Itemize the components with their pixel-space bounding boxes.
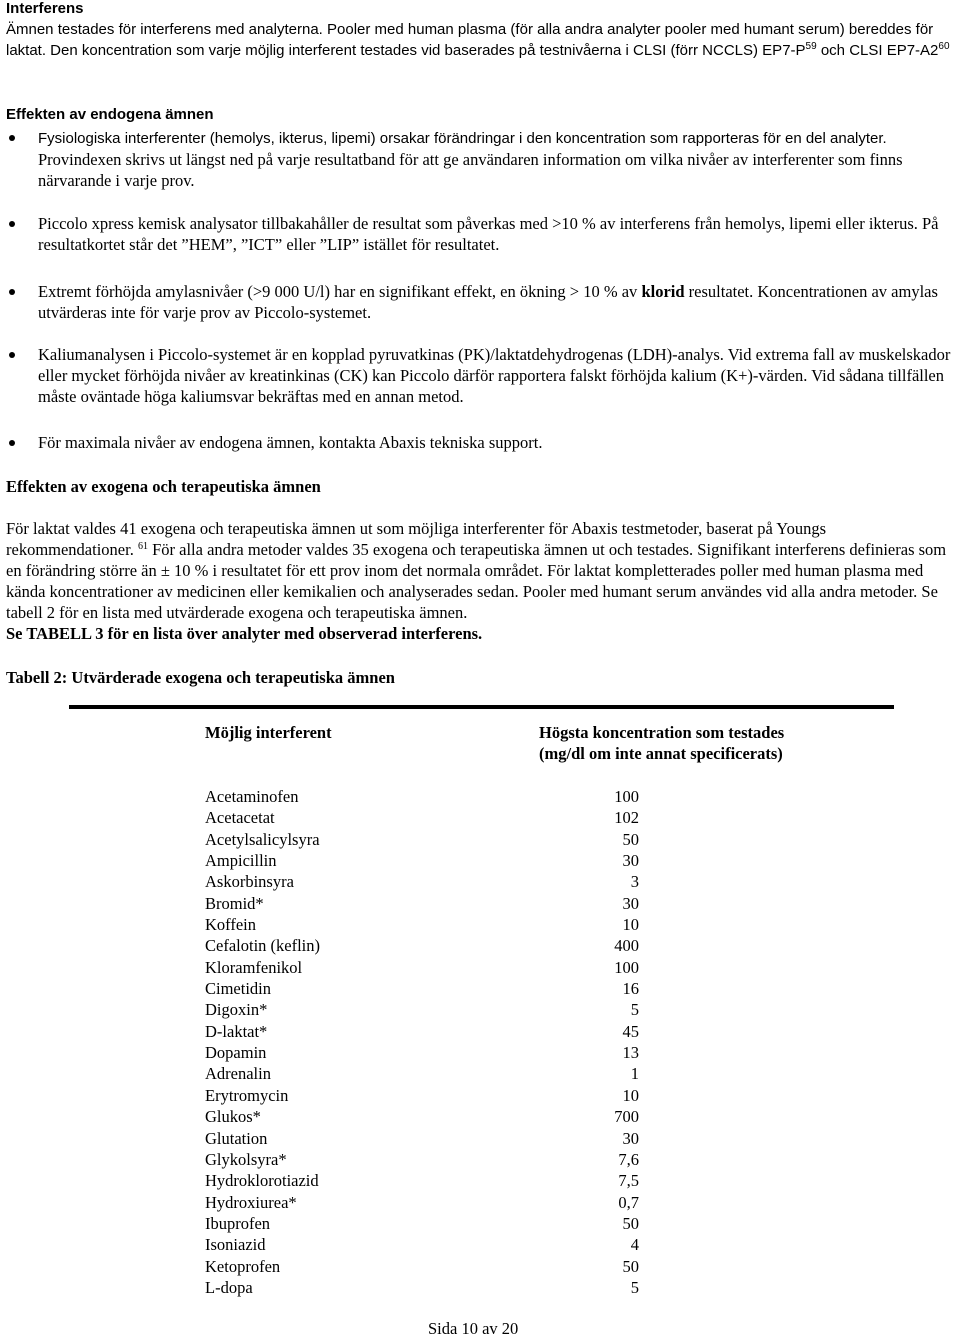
bullet-icon (9, 289, 15, 295)
bullet-item (6, 432, 951, 453)
concentration-value: 100 (614, 957, 639, 977)
column-header-line2: (mg/dl om inte annat specificerats) (539, 744, 783, 763)
table-row (205, 807, 650, 828)
concentration-value: 50 (622, 1213, 639, 1233)
interferent-name: Acetacetat (205, 808, 275, 828)
table-row (205, 999, 650, 1020)
bullet-icon (9, 440, 15, 446)
table-row (205, 786, 650, 807)
interferent-name: Isoniazid (205, 1235, 266, 1255)
interferent-name: Cimetidin (205, 979, 271, 999)
bullet-text (38, 127, 951, 191)
interferent-name: Glykolsyra* (205, 1149, 287, 1169)
table-row (205, 850, 650, 871)
interferent-name: Acetylsalicylsyra (205, 829, 320, 849)
table-body (205, 786, 650, 1298)
table-row (205, 935, 650, 956)
interferent-name: Askorbinsyra (205, 872, 294, 892)
concentration-value: 30 (622, 893, 639, 913)
concentration-value: 3 (630, 872, 639, 892)
intro-paragraph (6, 19, 956, 61)
table-row (205, 957, 650, 978)
concentration-value: 50 (622, 1256, 639, 1276)
interferent-name: Koffein (205, 915, 257, 935)
interferent-name: Dopamin (205, 1043, 267, 1063)
exogena-bold-line: Se TABELL 3 för en lista över analyter med observerad interferens. (6, 624, 483, 643)
bullet-text-serif: Provindexen skrivs ut längst ned på varje resultatband för att ge användaren information om vilka nivåer av interferenter som finns närvarande i varje prov. (38, 150, 903, 190)
table-row (205, 829, 650, 850)
interferent-name: Digoxin* (205, 1000, 268, 1020)
table-row (205, 1021, 650, 1042)
interferent-name: Bromid* (205, 893, 264, 913)
interferent-name: L-dopa (205, 1277, 253, 1297)
table-row (205, 1042, 650, 1063)
page-number-footer: Sida 10 av 20 (428, 1319, 519, 1338)
interferent-name: Cefalotin (keflin) (205, 936, 321, 956)
table-row (205, 1170, 650, 1191)
bullet-text-post: resultatet. Koncentrationen av amylas utvärderas inte för varje prov av Piccolo-systemet. (38, 282, 938, 322)
bullet-text-bold: klorid (641, 282, 685, 301)
concentration-value: 10 (622, 915, 639, 935)
bullet-item (6, 281, 951, 323)
concentration-value: 45 (622, 1021, 639, 1041)
concentration-value: 7,5 (618, 1171, 639, 1191)
exogena-paragraph (6, 518, 956, 644)
table-row (205, 1063, 650, 1084)
table-row (205, 1192, 650, 1213)
table-caption: Tabell 2: Utvärderade exogena och terapeutiska ämnen (6, 668, 395, 687)
table-row (205, 978, 650, 999)
table-row (205, 1106, 650, 1127)
interferent-name: Hydroxiurea* (205, 1192, 297, 1212)
bullet-item (6, 213, 951, 255)
concentration-value: 4 (630, 1235, 639, 1255)
intro-text-1: Ämnen testades för interferens med analyterna. Pooler med human plasma (för alla andra analyter pooler med humant serum) bereddes för laktat. Den koncentration som varje möjlig interferent testades vid baserades på testnivåerna i CLSI (förr NCCLS) EP7-P (6, 21, 934, 59)
interferent-name: Ketoprofen (205, 1256, 281, 1276)
concentration-value: 5 (630, 1000, 639, 1020)
concentration-value: 50 (622, 829, 639, 849)
concentration-value: 7,6 (618, 1149, 639, 1169)
section-heading-endogena: Effekten av endogena ämnen (6, 106, 214, 123)
intro-text-2: och CLSI EP7-A2 (816, 42, 939, 59)
interferent-name: Acetaminofen (205, 787, 299, 806)
section-heading-exogena: Effekten av exogena och terapeutiska ämnen (6, 477, 321, 496)
interferent-name: Hydroklorotiazid (205, 1171, 319, 1191)
bullet-text-sans: Fysiologiska interferenter (hemolys, ikterus, lipemi) orsakar förändringar i den koncentration som rapporteras för en del analyter. (38, 130, 887, 147)
concentration-value: 400 (614, 936, 639, 956)
section-heading-interferens: Interferens (6, 0, 84, 17)
concentration-value: 30 (622, 851, 639, 871)
table-row (205, 893, 650, 914)
bullet-text: Kaliumanalysen i Piccolo-systemet är en kopplad pyruvatkinas (PK)/laktatdehydrogenas (LDH)-analys. Vid extrema fall av muskelskador eller mycket förhöjda nivåer av kreatinkinas (CK) kan Piccolo därför rapportera falskt förhöjda kalium (K+)-värden. Vid sådana tillfällen måste oväntade höga kaliumsvar bekräftas med en annan metod. (38, 345, 951, 406)
concentration-value: 30 (622, 1128, 639, 1148)
concentration-value: 100 (614, 787, 639, 806)
concentration-value: 700 (614, 1107, 639, 1127)
concentration-value: 0,7 (618, 1192, 639, 1212)
column-header-line1: Högsta koncentration som testades (539, 723, 785, 742)
reference-60: 60 (938, 41, 950, 52)
concentration-value: 5 (630, 1277, 639, 1297)
concentration-value: 1 (630, 1064, 639, 1084)
table-row (205, 1234, 650, 1255)
column-header-interferent: Möjlig interferent (205, 723, 332, 742)
interferent-name: Ibuprofen (205, 1213, 271, 1233)
bullet-icon (9, 135, 15, 141)
interferent-name: Erytromycin (205, 1085, 289, 1105)
concentration-value: 13 (622, 1043, 639, 1063)
exogena-text-2: För alla andra metoder valdes 35 exogena och terapeutiska ämnen ut och testades. Signifikant interferens definieras som en förändring större än ± 10 % i resultatet för ett prov inom det normala området. För laktat kompletterades poller med human plasma med kända koncentrationer av medicinen eller kemikalien och analyserades sedan. Pooler med humant serum användes vid alla andra metoder. Se tabell 2 för en lista med utvärderade exogena och terapeutiska ämnen. (6, 540, 947, 622)
table-row (205, 1213, 650, 1234)
interferent-name: Glukos* (205, 1107, 261, 1127)
concentration-value: 102 (614, 808, 639, 828)
bullet-icon (9, 221, 15, 227)
column-header-concentration (539, 722, 784, 764)
bullet-text (38, 281, 951, 323)
interferent-name: Kloramfenikol (205, 957, 303, 977)
table-row (205, 1085, 650, 1106)
bullet-text: Piccolo xpress kemisk analysator tillbakahåller de resultat som påverkas med >10 % av interferens från hemolys, lipemi eller ikterus. På resultatkortet står det ”HEM”, ”ICT” eller ”LIP” istället för resultatet. (38, 214, 939, 254)
bullet-item (6, 127, 951, 191)
concentration-value: 10 (622, 1085, 639, 1105)
interferent-name: Ampicillin (205, 851, 277, 871)
interferent-name: Adrenalin (205, 1064, 271, 1084)
bullet-item (6, 344, 951, 407)
exogena-text-1: För laktat valdes 41 exogena och terapeutiska ämnen ut som möjliga interferenter för Abaxis testmetoder, baserat på Youngs rekommendationer. (6, 519, 826, 559)
table-top-rule (69, 705, 894, 709)
bullet-text: För maximala nivåer av endogena ämnen, kontakta Abaxis tekniska support. (38, 433, 543, 452)
bullet-text-pre: Extremt förhöjda amylasnivåer (>9 000 U/l) har en signifikant effekt, en ökning > 10 % av (38, 282, 642, 301)
table-row (205, 914, 650, 935)
table-row (205, 871, 650, 892)
table-row (205, 1128, 650, 1149)
table-row (205, 1256, 650, 1277)
table-row (205, 1277, 650, 1298)
reference-59: 59 (805, 41, 817, 52)
interferent-name: Glutation (205, 1128, 268, 1148)
reference-61: 61 (137, 541, 148, 552)
bullet-icon (9, 352, 15, 358)
concentration-value: 16 (622, 979, 639, 999)
table-row (205, 1149, 650, 1170)
interferent-name: D-laktat* (205, 1021, 268, 1041)
